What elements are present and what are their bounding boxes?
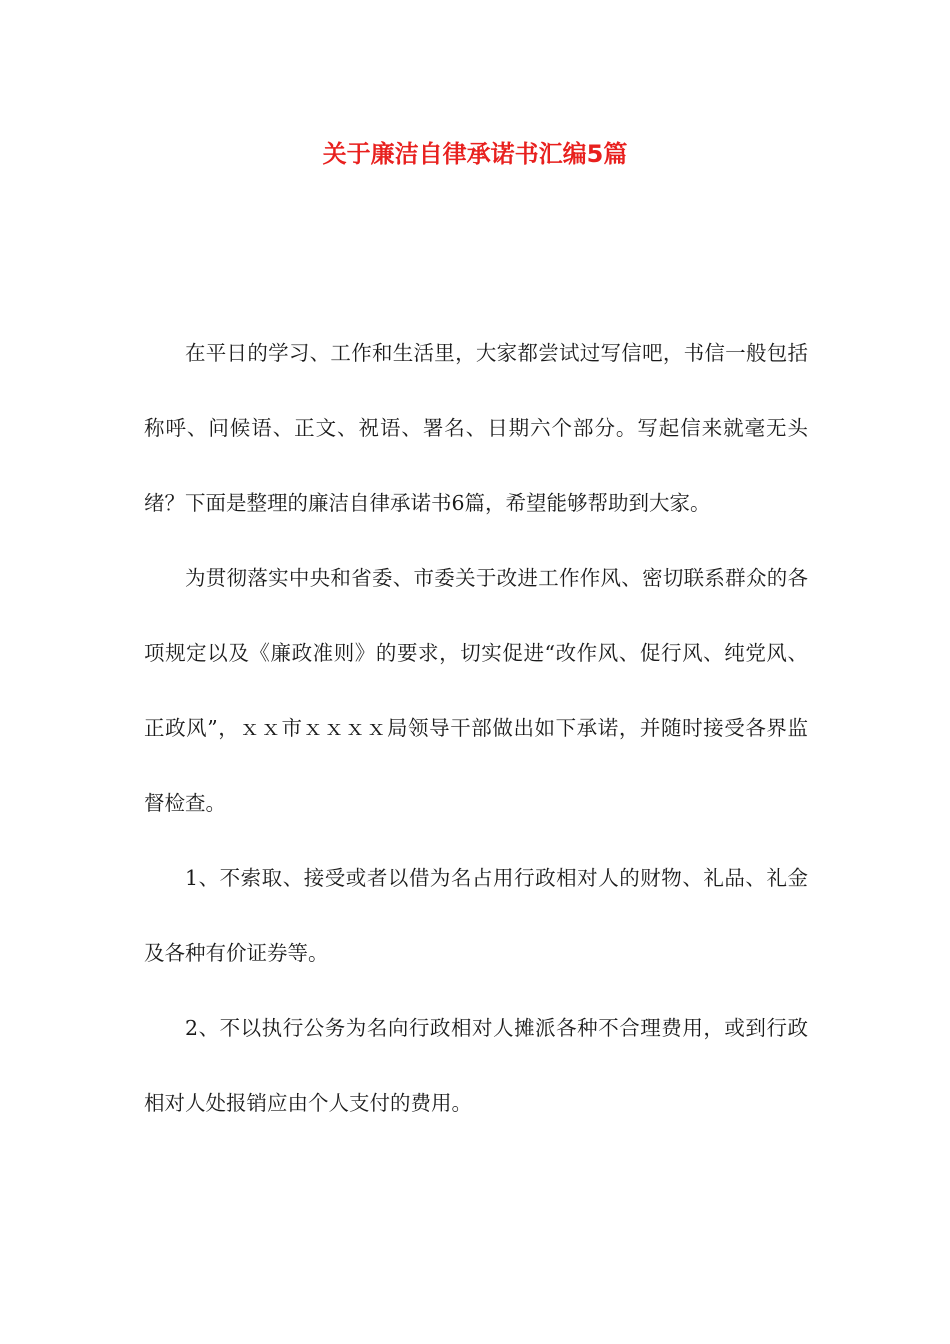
paragraph-intro: 在平日的学习、工作和生活里，大家都尝试过写信吧，书信一般包括称呼、问候语、正文、祝语、署名、日期六个部分。写起信来就毫无头绪？下面是整理的廉洁自律承诺书6篇，希望能够帮助到大家。	[144, 341, 808, 515]
paragraph-commitment-preface: 为贯彻落实中央和省委、市委关于改进工作作风、密切联系群众的各项规定以及《廉政准则》的要求，切实促进“改作风、促行风、纯党风、正政风”，ｘｘ市ｘｘｘｘ局领导干部做出如下承诺，并随时接受各界监督检查。	[144, 566, 808, 815]
document-body	[144, 316, 808, 1141]
document-title: 关于廉洁自律承诺书汇编5篇	[322, 140, 628, 168]
paragraph-item-1: 1、不索取、接受或者以借为名占用行政相对人的财物、礼品、礼金及各种有价证券等。	[144, 866, 808, 965]
paragraph-item-2: 2、不以执行公务为名向行政相对人摊派各种不合理费用，或到行政相对人处报销应由个人支付的费用。	[144, 1016, 808, 1115]
